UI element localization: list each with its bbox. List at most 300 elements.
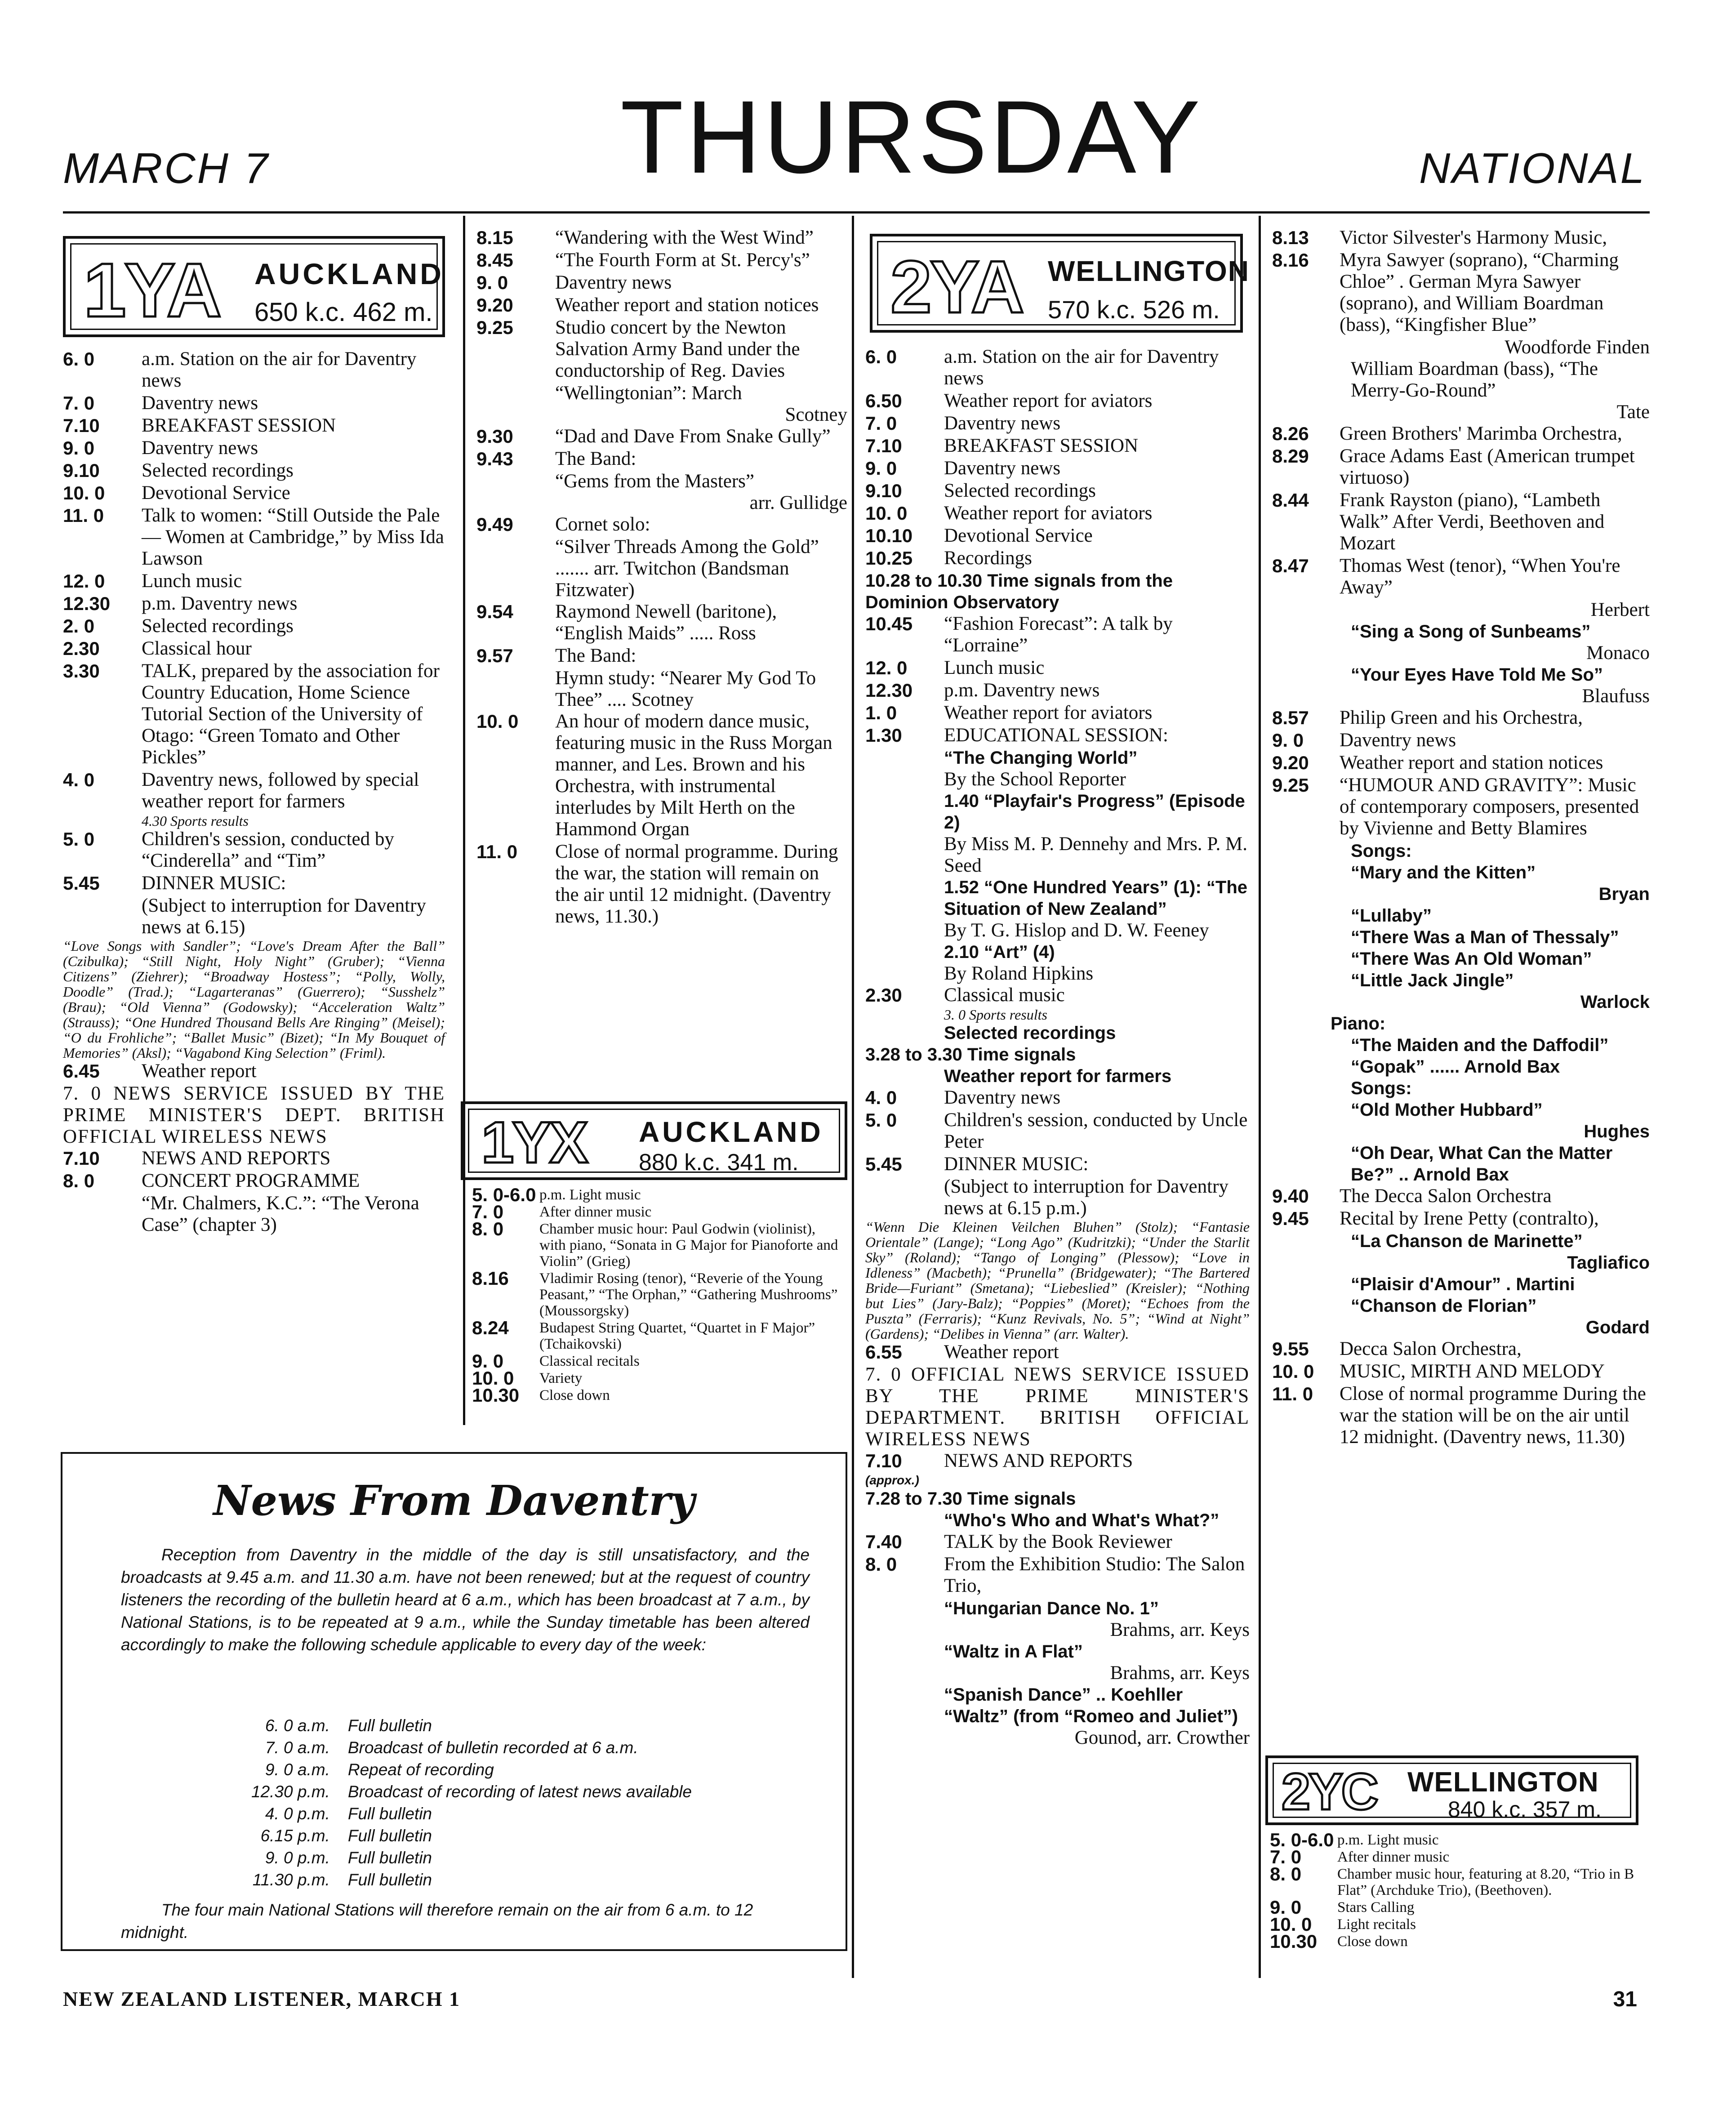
program-title: Budapest String Quartet, “Quartet in F Major” (Tchaikovski)	[539, 1320, 815, 1352]
program-entry	[865, 984, 1250, 1006]
program-time: 9.20	[476, 294, 513, 316]
program-entry	[476, 249, 847, 271]
program-title: TALK by the Book Reviewer	[944, 1531, 1172, 1552]
program-sub: “Chanson de Florian”	[1351, 1296, 1537, 1316]
program-entry	[865, 1531, 1250, 1553]
program-composer: Tagliafico	[1567, 1253, 1650, 1273]
program-sub: “Oh Dear, What Can the Matter Be?” .. Arnold Bax	[1351, 1143, 1613, 1185]
program-list	[476, 711, 847, 927]
program-entry	[476, 601, 847, 644]
program-title: Variety	[539, 1370, 583, 1386]
program-time: 1.30	[865, 725, 902, 746]
program-time: 6. 0	[63, 348, 95, 370]
station-callsign: 1YX	[481, 1109, 587, 1175]
program-sub: Songs:	[1351, 1078, 1412, 1098]
program-entry	[476, 841, 847, 927]
sports-results: 4.30 Sports results	[142, 813, 249, 829]
program-sub: “Gems from the Masters”	[555, 471, 754, 492]
program-title: Devotional Service	[142, 482, 290, 503]
program-title: Recital by Irene Petty (contralto),	[1340, 1208, 1599, 1229]
program-time: 8.45	[476, 249, 513, 271]
program-list	[865, 1087, 1250, 1175]
station-box-1yx	[461, 1101, 847, 1180]
program-title: Daventry news	[944, 413, 1061, 434]
program-time: 8.29	[1272, 445, 1309, 467]
program-time: 11. 0	[63, 505, 104, 526]
program-time: 9.30	[476, 426, 513, 447]
educational-item: 2.10 “Art” (4)	[944, 942, 1055, 962]
program-title: Recordings	[944, 548, 1032, 569]
program-list	[1272, 1338, 1650, 1448]
program-title: NEWS AND REPORTS	[944, 1450, 1133, 1471]
educational-item: “The Changing World”	[944, 748, 1138, 768]
program-time: 10.30	[472, 1385, 520, 1406]
program-entry	[865, 548, 1250, 569]
program-time: 8.16	[472, 1268, 509, 1289]
program-title: Chamber music hour: Paul Godwin (violinist), with piano, “Sonata in G Major for Pianoforte and Violin” (Grieg)	[539, 1221, 838, 1270]
trio-piece: “Hungarian Dance No. 1”	[944, 1599, 1159, 1618]
program-title: Grace Adams East (American trumpet virtuoso)	[1340, 445, 1635, 488]
schedule-time: 9. 0 a.m.	[265, 1760, 330, 1779]
program-entry	[63, 593, 445, 615]
program-title: Stars Calling	[1337, 1899, 1415, 1916]
dinner-music-list: “Love Songs with Sandler”; “Love's Dream After the Ball” (Czibulka); “Still Night, Holy Night” (Gruber); “Vienna Citizens” (Ziehrer); “Broadway Hostess”; “Polly, Wolly, Doodle” (Trad.); “Lagarteranas” (Guerrero); “Susshelz” (Brau); “Old Vienna” (Godowsky); “Acceleration Waltz” (Strauss); “One Hundred Thousand Bells Are Ringing” (Meisel); “O du Frohliche”; “Ballet Music” (Bizet); “In My Bouquet of Memories” (Aksl); “Vagabond King Selection” (Friml).	[63, 938, 445, 1061]
concert-item: “Mr. Chalmers, K.C.”: “The Verona Case” (chapter 3)	[142, 1193, 419, 1235]
program-entry	[1272, 1185, 1650, 1207]
schedule-time: 12.30 p.m.	[251, 1782, 330, 1801]
column-2ya-evening	[1272, 227, 1650, 1449]
station-city: WELLINGTON	[1048, 255, 1250, 287]
program-time: 9.43	[476, 448, 513, 469]
program-sub: “Wellingtonian”: March	[555, 383, 742, 404]
program-title: Thomas West (tenor), “When You're Away”	[1340, 555, 1620, 598]
page-title: THURSDAY	[620, 79, 1203, 195]
program-title: Light recitals	[1337, 1916, 1416, 1933]
program-time: 8.26	[1272, 423, 1309, 444]
educational-session	[865, 747, 1250, 984]
news-box-footer: The four main National Stations will therefore remain on the air from 6 a.m. to 12 midnight.	[121, 1901, 753, 1942]
program-time: 7. 0	[865, 413, 897, 434]
program-title: Selected recordings	[944, 480, 1096, 501]
program-sub: Songs:	[1351, 841, 1412, 861]
program-entry	[63, 638, 445, 659]
program-title: Close down	[539, 1387, 610, 1403]
program-entry	[865, 1109, 1250, 1153]
station-frequency: 650 k.c. 462 m.	[254, 298, 433, 327]
educational-item: By Miss M. P. Dennehy and Mrs. P. M. Seed	[944, 833, 1247, 876]
dinner-music-list: “Wenn Die Kleinen Veilchen Bluhen” (Stolz); “Fantasie Orientale” (Lange); “Long Ago” (Kudritzki); “Under the Starlit Sky” (Roland); “Tango of Longing” (Plessow); “Love in Idleness” (Macbeth); “Prunella” (Bridgewater); “The Bartered Bride—Furiant” (Smetana); “Liebeslied” (Kreisler); “Nothing but Lies” (Jary-Balz); “Poppies” (Moret); “Echoes from the Puszta” (Ferraris); “Kunz Revivals, No. 5”; “Wind at Night” (Gardens); “Delibes in Vienna” (arr. Walter).	[865, 1219, 1250, 1342]
schedule-description: Full bulletin	[347, 1849, 432, 1867]
program-time: 9.10	[63, 460, 100, 481]
station-box-1ya	[63, 236, 445, 337]
program-entry	[63, 615, 445, 637]
program-composer: Woodforde Finden	[1505, 337, 1650, 358]
program-time: 12. 0	[865, 657, 908, 678]
station-callsign: 1YA	[84, 248, 220, 333]
program-time: 6.45	[63, 1060, 100, 1082]
program-title: Lunch music	[142, 570, 242, 592]
program-time: 9.45	[1272, 1208, 1309, 1229]
program-title: Children's session, conducted by “Cinderella” and “Tim”	[142, 829, 394, 871]
educational-item: 1.52 “One Hundred Years” (1): “The Situation of New Zealand”	[944, 878, 1248, 919]
schedule-description: Broadcast of recording of latest news available	[347, 1782, 692, 1801]
program-title: Close of normal programme During the war the station will be on the air until 12 midnight. (Daventry news, 11.30)	[1340, 1383, 1646, 1448]
program-time: 7. 0	[63, 392, 95, 414]
program-composer: Tate	[1616, 401, 1650, 423]
station-frequency: 880 k.c. 341 m.	[639, 1149, 799, 1176]
program-list	[63, 829, 445, 894]
column-2ya	[865, 346, 1250, 1749]
program-time: 8.13	[1272, 227, 1309, 248]
program-entry	[1270, 1899, 1647, 1916]
program-time: 8. 0	[1270, 1863, 1302, 1884]
program-time: 7.10	[63, 1148, 100, 1169]
program-time: 5.45	[865, 1154, 902, 1175]
schedule-row	[251, 1803, 710, 1825]
program-sub: “Your Eyes Have Told Me So”	[1351, 665, 1603, 685]
program-title: Raymond Newell (baritone), “English Maids” ..... Ross	[555, 601, 777, 644]
sports-results: 3. 0 Sports results	[944, 1007, 1047, 1023]
program-title: Weather report and station notices	[555, 294, 819, 316]
program-entry	[472, 1317, 845, 1352]
program-entry	[472, 1184, 845, 1205]
news-from-daventry-box	[61, 1452, 847, 1951]
program-list	[63, 348, 445, 812]
schedule-time: 6.15 p.m.	[260, 1826, 330, 1845]
program-sub: “Plaisir d'Amour” . Martini	[1351, 1274, 1575, 1294]
program-title: Close of normal programme. During the war, the station will remain on the air until 12 midnight. (Daventry news, 11.30.)	[555, 841, 838, 927]
program-entry	[1272, 249, 1650, 336]
program-list	[476, 601, 847, 667]
program-entry	[63, 873, 445, 894]
program-title: BREAKFAST SESSION	[142, 415, 336, 436]
program-title: “Dad and Dave From Snake Gully”	[555, 426, 831, 447]
schedule-row	[251, 1781, 710, 1803]
program-title: An hour of modern dance music, featuring music in the Russ Morgan manner, and Les. Brown and his Orchestra, with instrumental interludes by Milt Herth on the Hammond Organ	[555, 711, 832, 840]
dinner-note: (Subject to interruption for Daventry news at 6.15)	[142, 895, 426, 938]
program-entry	[865, 702, 1250, 724]
program-entry	[476, 317, 847, 382]
program-title: Weather report	[142, 1060, 257, 1082]
schedule-description: Broadcast of bulletin recorded at 6 a.m.	[347, 1738, 638, 1757]
program-entry	[472, 1270, 845, 1319]
program-time: 1. 0	[865, 702, 897, 723]
station-frequency: 840 k.c. 357 m.	[1448, 1797, 1602, 1822]
program-time: 9.49	[476, 514, 513, 535]
program-title: After dinner music	[539, 1204, 652, 1220]
program-time: 6.50	[865, 390, 902, 411]
program-time: 10. 0	[63, 482, 105, 503]
program-title: Frank Rayston (piano), “Lambeth Walk” After Verdi, Beethoven and Mozart	[1340, 490, 1605, 554]
program-time: 8.24	[472, 1317, 509, 1338]
program-title: The Band:	[555, 645, 637, 666]
program-title: “Wandering with the West Wind”	[555, 227, 814, 248]
program-title: DINNER MUSIC:	[944, 1154, 1089, 1175]
program-entry	[865, 390, 1250, 412]
program-time: 8. 0	[865, 1554, 897, 1575]
program-entry	[472, 1201, 845, 1222]
program-time: 8.16	[1272, 249, 1309, 271]
program-time: 8. 0	[472, 1218, 504, 1239]
program-entry	[865, 1341, 1250, 1363]
program-entry	[472, 1218, 845, 1270]
program-title: Weather report for aviators	[944, 390, 1153, 411]
program-time: 7.40	[865, 1531, 902, 1552]
program-sub: Hymn study: “Nearer My God To Thee” .... Scotney	[555, 668, 816, 710]
program-title: CONCERT PROGRAMME	[142, 1170, 360, 1191]
program-entry	[1272, 1383, 1650, 1448]
program-list	[865, 1531, 1250, 1597]
program-time: 6. 0	[865, 346, 897, 367]
program-entry	[865, 725, 1250, 746]
program-entry	[865, 613, 1250, 656]
program-sub: Piano:	[1331, 1014, 1386, 1033]
column-divider-2	[852, 216, 854, 1978]
program-entry	[1272, 775, 1650, 839]
program-list-1yx	[472, 1184, 845, 1406]
program-entry	[1272, 1361, 1650, 1382]
program-time: 8.47	[1272, 555, 1309, 576]
program-entry	[1272, 555, 1650, 598]
program-title: From the Exhibition Studio: The Salon Trio,	[944, 1554, 1245, 1596]
schedule-row	[251, 1715, 710, 1737]
program-entry	[63, 1060, 445, 1082]
program-list-2yc	[1270, 1829, 1647, 1952]
trio-piece: “Waltz” (from “Romeo and Juliet”)	[944, 1706, 1238, 1726]
program-time: 3.30	[63, 660, 100, 682]
program-time: 9.25	[476, 317, 513, 338]
program-time: 12.30	[63, 593, 111, 614]
program-entry	[865, 458, 1250, 479]
program-time: 8. 0	[63, 1170, 95, 1191]
program-title: Daventry news	[142, 392, 258, 414]
program-time: 9.54	[476, 601, 513, 622]
program-entry	[63, 460, 445, 481]
column-1ya	[63, 348, 445, 1236]
schedule-time: 6. 0 a.m.	[265, 1716, 330, 1735]
program-title: DINNER MUSIC:	[142, 873, 286, 894]
program-entry	[1270, 1829, 1647, 1850]
program-time: 10. 0	[476, 711, 519, 732]
schedule-description: Full bulletin	[347, 1804, 432, 1823]
program-title: Weather report for aviators	[944, 702, 1153, 723]
program-sub: Weather report for farmers	[944, 1066, 1172, 1086]
program-list	[63, 1060, 445, 1082]
program-entry	[476, 227, 847, 249]
program-title: Devotional Service	[944, 525, 1093, 546]
program-entry	[1272, 490, 1650, 554]
column-divider-3	[1259, 216, 1261, 1978]
program-entry	[63, 482, 445, 504]
news-service: 7. 0 NEWS SERVICE ISSUED BY THE PRIME MINISTER'S DEPT. BRITISH OFFICIAL WIRELESS NEWS	[63, 1083, 445, 1147]
program-sub: Selected recordings	[944, 1023, 1116, 1043]
program-entry	[63, 660, 445, 768]
program-title: Cornet solo:	[555, 514, 650, 535]
program-entry	[476, 514, 847, 535]
program-entry	[865, 680, 1250, 701]
program-title: Classical music	[944, 984, 1065, 1006]
program-time: 2.30	[63, 638, 100, 659]
program-entry	[63, 570, 445, 592]
program-title: Studio concert by the Newton Salvation Army Band under the conductorship of Reg. Davies	[555, 317, 800, 381]
program-list	[865, 1450, 1250, 1472]
program-title: Classical recitals	[539, 1353, 640, 1369]
program-title: Daventry news	[555, 272, 672, 293]
program-time: 8.15	[476, 227, 513, 248]
program-time: 10. 0	[472, 1368, 514, 1389]
program-entry	[1272, 752, 1650, 774]
station-frequency: 570 k.c. 526 m.	[1048, 295, 1220, 324]
trio-composer: Brahms, arr. Keys	[1110, 1619, 1250, 1640]
column-1ya-evening	[476, 227, 847, 928]
program-entry	[865, 1087, 1250, 1109]
program-title: BREAKFAST SESSION	[944, 435, 1139, 456]
station-box-2ya	[870, 234, 1250, 333]
program-time: 10.10	[865, 525, 913, 546]
program-entry	[865, 346, 1250, 389]
program-sub: “Who's Who and What's What?”	[944, 1510, 1220, 1530]
program-entry	[865, 435, 1250, 457]
program-sub: “Mary and the Kitten”	[1351, 863, 1536, 882]
program-entry	[472, 1368, 845, 1389]
program-time: 12. 0	[63, 570, 105, 592]
program-list	[476, 227, 847, 382]
program-entry	[1272, 707, 1650, 729]
program-composer: Monaco	[1586, 642, 1650, 664]
program-sub: “Silver Threads Among the Gold” ....... arr. Twitchon (Bandsman Fitzwater)	[555, 536, 819, 601]
program-title: Weather report for aviators	[944, 503, 1153, 524]
program-composer: Warlock	[1580, 992, 1650, 1012]
program-entry	[1270, 1933, 1647, 1950]
program-title: Vladimir Rosing (tenor), “Reverie of the Young Peasant,” “The Orphan,” “Gathering Mushrooms” (Moussorgsky)	[539, 1270, 838, 1319]
dinner-note: (Subject to interruption for Daventry news at 6.15 p.m.)	[944, 1176, 1229, 1219]
program-entry	[1272, 1208, 1650, 1230]
program-title: Children's session, conducted by Uncle Peter	[944, 1109, 1248, 1152]
program-time: 4. 0	[865, 1087, 897, 1108]
publication-footer: NEW ZEALAND LISTENER, MARCH 1	[63, 1987, 461, 2010]
program-composer: Scotney	[785, 404, 847, 425]
educational-item: 1.40 “Playfair's Progress” (Episode 2)	[944, 791, 1245, 833]
educational-item: By the School Reporter	[944, 769, 1126, 790]
program-time: 7.10	[63, 415, 100, 436]
program-time: 9.55	[1272, 1338, 1309, 1359]
program-entry	[865, 1554, 1250, 1597]
program-title: Weather report and station notices	[1340, 752, 1603, 773]
program-time: 4. 0	[63, 769, 95, 790]
program-sub: “Lullaby”	[1351, 906, 1432, 926]
program-title: Weather report	[944, 1341, 1059, 1363]
program-entry	[63, 505, 445, 570]
program-composer: Blaufuss	[1582, 686, 1650, 707]
program-entry	[476, 645, 847, 667]
schedule-row	[251, 1869, 710, 1891]
trio-composer: Gounod, arr. Crowther	[1074, 1727, 1250, 1748]
program-title: Chamber music hour, featuring at 8.20, “Trio in B Flat” (Archduke Trio), (Beethoven).	[1337, 1866, 1634, 1898]
program-time: 11. 0	[1272, 1383, 1313, 1404]
program-entry	[1272, 445, 1650, 489]
program-composer: arr. Gullidge	[749, 492, 847, 513]
page-number: 31	[1613, 1987, 1637, 2011]
program-time: 9.57	[476, 645, 513, 666]
schedule-row	[251, 1737, 710, 1759]
page-date: MARCH 7	[63, 144, 270, 192]
header-rule	[63, 211, 1650, 214]
program-entry	[865, 1154, 1250, 1175]
station-callsign: 2YA	[890, 245, 1023, 328]
program-title: a.m. Station on the air for Daventry news	[142, 348, 417, 391]
program-title: Decca Salon Orchestra,	[1340, 1338, 1522, 1359]
program-list	[1272, 227, 1650, 336]
program-title: MUSIC, MIRTH AND MELODY	[1340, 1361, 1605, 1382]
program-time: 2. 0	[63, 615, 95, 637]
program-entry	[476, 448, 847, 470]
program-entry	[63, 769, 445, 812]
program-title: NEWS AND REPORTS	[142, 1148, 331, 1169]
schedule-description: Full bulletin	[347, 1871, 432, 1889]
schedule-time: 7. 0 a.m.	[265, 1738, 330, 1757]
trio-piece: “Waltz in A Flat”	[944, 1642, 1083, 1662]
program-entry	[63, 1170, 445, 1192]
program-title: Daventry news, followed by special weather report for farmers	[142, 769, 419, 812]
program-title: Green Brothers' Marimba Orchestra,	[1340, 423, 1622, 444]
program-time: 10. 0	[865, 503, 908, 524]
program-list	[865, 984, 1250, 1006]
program-list	[1272, 707, 1650, 839]
program-entry	[476, 272, 847, 294]
program-time: 10.45	[865, 613, 913, 634]
program-list	[1272, 423, 1650, 598]
program-sub: “The Maiden and the Daffodil”	[1351, 1035, 1609, 1055]
column-divider-1	[463, 216, 465, 1425]
station-city: AUCKLAND	[639, 1116, 823, 1148]
program-sub: “Little Jack Jingle”	[1351, 971, 1514, 990]
program-time: 10.25	[865, 548, 913, 569]
schedule-time: 11.30 p.m.	[252, 1871, 330, 1889]
program-entry	[865, 480, 1250, 502]
program-title: Daventry news	[1340, 730, 1456, 751]
program-time: 9.10	[865, 480, 902, 501]
program-entry	[472, 1350, 845, 1372]
program-entry	[472, 1385, 845, 1406]
program-title: p.m. Daventry news	[142, 593, 298, 614]
program-time: 5. 0	[63, 829, 95, 850]
program-time: 5. 0	[865, 1109, 897, 1131]
program-time: 8.44	[1272, 490, 1309, 511]
program-composer: Hughes	[1584, 1122, 1650, 1141]
program-sub: William Boardman (bass), “The Merry-Go-Round”	[1351, 358, 1598, 401]
program-time: 12.30	[865, 680, 913, 701]
program-time: 5. 0-6.0	[472, 1184, 536, 1205]
program-list	[476, 514, 847, 535]
program-time: 7.10	[865, 435, 902, 456]
program-list	[865, 346, 1250, 569]
program-title: Classical hour	[142, 638, 252, 659]
program-title: Selected recordings	[142, 460, 294, 481]
program-title: p.m. Light music	[539, 1187, 641, 1203]
program-time: 5.45	[63, 873, 100, 894]
program-entry	[1272, 1338, 1650, 1360]
program-entry	[1270, 1916, 1647, 1933]
time-signals: 7.28 to 7.30 Time signals	[865, 1489, 1076, 1509]
program-time: 2.30	[865, 984, 902, 1006]
program-sub: “There Was An Old Woman”	[1351, 949, 1592, 969]
program-time: 9. 0	[865, 458, 897, 479]
program-time: 10.30	[1270, 1931, 1318, 1952]
program-time: 9. 0	[1270, 1897, 1302, 1918]
program-sub: “La Chanson de Marinette”	[1351, 1231, 1583, 1251]
program-title: p.m. Daventry news	[944, 680, 1100, 701]
program-sub: “Gopak” ...... Arnold Bax	[1351, 1057, 1560, 1077]
